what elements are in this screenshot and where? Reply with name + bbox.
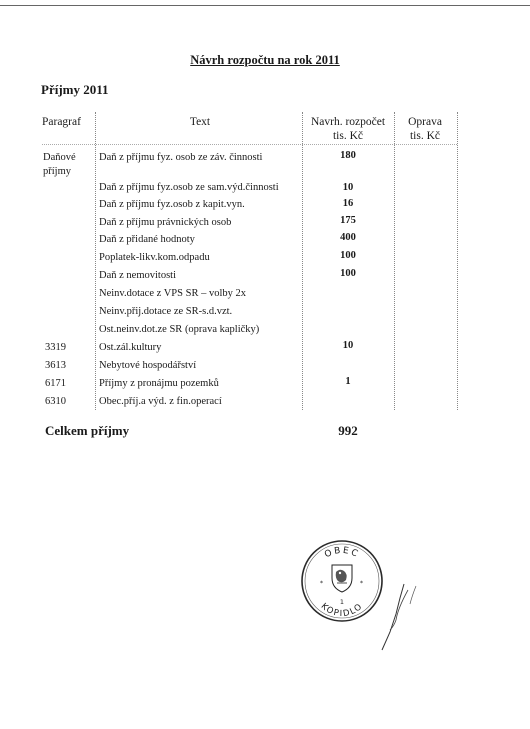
row-text: Neinv.přij.dotace ze SR-s.d.vzt. bbox=[99, 306, 233, 317]
row-navrh-value: 100 bbox=[340, 250, 356, 261]
header-oprava bbox=[395, 115, 455, 143]
row-navrh-value: 10 bbox=[342, 182, 354, 193]
header-divider bbox=[42, 144, 457, 145]
row-paragraf: příjmy bbox=[43, 166, 71, 177]
header-navrh bbox=[302, 115, 394, 143]
column-divider bbox=[95, 112, 96, 410]
row-paragraf: 6171 bbox=[45, 378, 66, 389]
row-navrh-value: 400 bbox=[340, 232, 356, 243]
row-navrh-value: 175 bbox=[340, 215, 356, 226]
column-divider bbox=[457, 112, 458, 410]
total-value: 992 bbox=[338, 423, 358, 438]
row-navrh-value: 16 bbox=[342, 198, 354, 209]
row-text: Daň z příjmu fyz. osob ze záv. činnosti bbox=[99, 152, 263, 163]
header-text: Text bbox=[189, 116, 211, 128]
coat-of-arms-icon bbox=[332, 565, 352, 592]
section-heading: Příjmy 2011 bbox=[41, 82, 109, 97]
row-paragraf: 3613 bbox=[45, 360, 66, 371]
header-oprava-line1: Oprava bbox=[408, 116, 442, 128]
header-navrh-line2: tis. Kč bbox=[332, 130, 364, 142]
row-text: Daň z nemovitosti bbox=[99, 270, 176, 281]
row-text: Daň z příjmu fyz.osob ze sam.výd.činnosti bbox=[99, 182, 279, 193]
header-navrh-line1: Navrh. rozpočet bbox=[310, 116, 386, 128]
row-text: Neinv.dotace z VPS SR – volby 2x bbox=[99, 288, 246, 299]
row-paragraf: 3319 bbox=[45, 342, 66, 353]
header-oprava-line2: tis. Kč bbox=[409, 130, 441, 142]
row-navrh-value: 100 bbox=[340, 268, 356, 279]
row-text: Ost.zál.kultury bbox=[99, 342, 162, 353]
stamp-number: 1 bbox=[339, 598, 345, 606]
row-text: Obec.příj.a výd. z fin.operací bbox=[99, 396, 222, 407]
row-paragraf: 6310 bbox=[45, 396, 66, 407]
row-text: Daň z přidané hodnoty bbox=[99, 234, 195, 245]
stamp-top-text: OBEC bbox=[323, 545, 361, 561]
row-navrh-value: 180 bbox=[340, 150, 356, 161]
row-text: Příjmy z pronájmu pozemků bbox=[99, 378, 219, 389]
row-text: Nebytové hospodářství bbox=[99, 360, 197, 371]
document-title: Návrh rozpočtu na rok 2011 bbox=[190, 53, 340, 67]
row-navrh-value: 10 bbox=[342, 340, 354, 351]
header-paragraf: Paragraf bbox=[42, 116, 81, 128]
row-navrh-value: 1 bbox=[345, 376, 351, 387]
scan-top-edge bbox=[0, 5, 530, 6]
row-text: Daň z příjmu právnických osob bbox=[99, 217, 232, 228]
column-divider bbox=[394, 112, 395, 410]
row-text: Poplatek-likv.kom.odpadu bbox=[99, 252, 210, 263]
stamp-bottom-text: KOPIDLO bbox=[318, 601, 366, 620]
column-divider bbox=[302, 112, 303, 410]
total-label: Celkem příjmy bbox=[45, 423, 130, 438]
signature bbox=[368, 580, 424, 658]
row-paragraf: Daňové bbox=[43, 152, 76, 163]
stamp-star-left: * bbox=[320, 580, 323, 587]
stamp-star-right: * bbox=[360, 580, 363, 587]
row-text: Daň z příjmu fyz.osob z kapit.vyn. bbox=[99, 199, 245, 210]
row-text: Ost.neinv.dot.ze SR (oprava kapličky) bbox=[99, 324, 260, 335]
